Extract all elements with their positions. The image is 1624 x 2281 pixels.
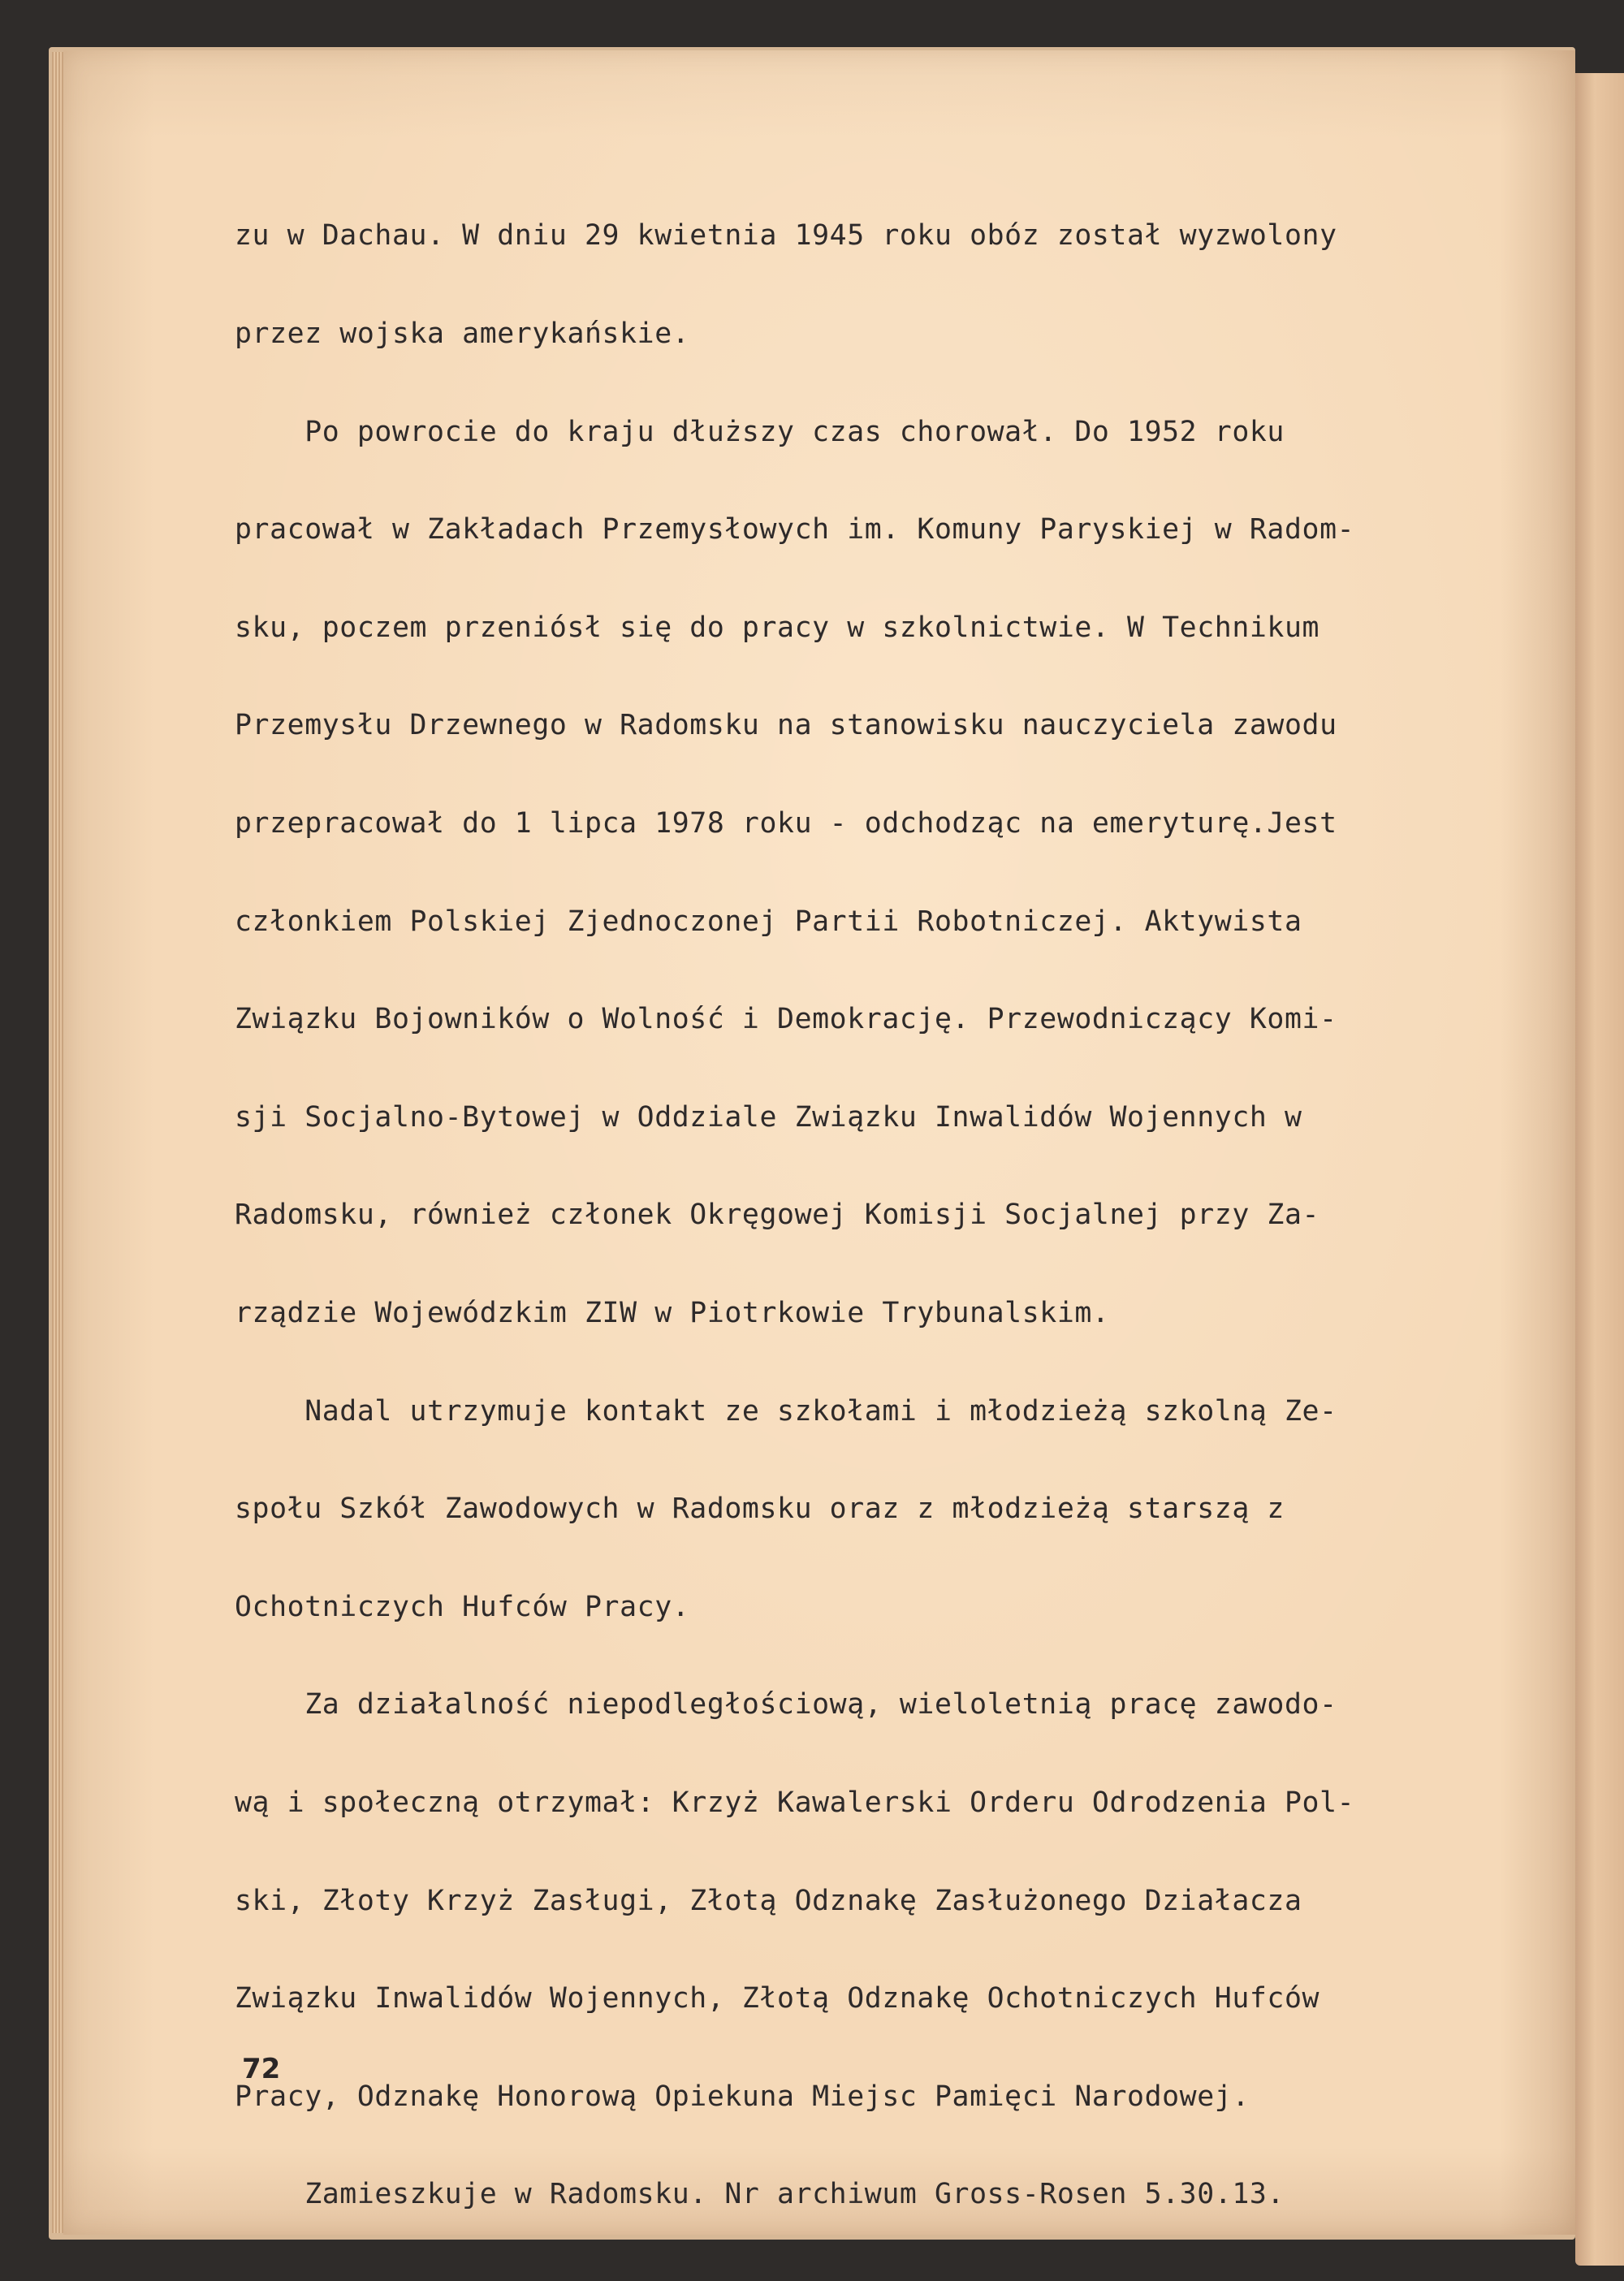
text-line: Po powrocie do kraju dłuższy czas chorował. Do 1952 roku [235, 415, 1285, 448]
text-line: społu Szkół Zawodowych w Radomsku oraz z młodzieżą starszą z [235, 1493, 1285, 1526]
text-line: Za działalność niepodległościową, wieloletnią pracę zawodo- [235, 1688, 1337, 1722]
text-line: Przemysłu Drzewnego w Radomsku na stanowisku nauczyciela zawodu [235, 709, 1337, 742]
text-line: pracował w Zakładach Przemysłowych im. Komuny Paryskiej w Radom- [235, 513, 1355, 546]
text-line: wą i społeczną otrzymał: Krzyż Kawalerski Orderu Odrodzenia Pol- [235, 1786, 1355, 1819]
text-line: rządzie Wojewódzkim ZIW w Piotrkowie Trybunalskim. [235, 1296, 1110, 1329]
text-line: Ochotniczych Hufców Pracy. [235, 1590, 690, 1623]
text-line: przepracował do 1 lipca 1978 roku - odchodząc na emeryturę.Jest [235, 806, 1337, 840]
text-line: Związku Inwalidów Wojennych, Złotą Odznakę Ochotniczych Hufców [235, 1982, 1320, 2015]
text-line: ski, Złoty Krzyż Zasługi, Złotą Odznakę Zasłużonego Działacza [235, 1884, 1302, 1917]
text-line: Zamieszkuje w Radomsku. Nr archiwum Gross-Rosen 5.30.13. [235, 2178, 1285, 2211]
text-line: Nadal utrzymuje kontakt ze szkołami i młodzieżą szkolną Ze- [235, 1394, 1337, 1428]
text-line: Pracy, Odznakę Honorową Opiekuna Miejsc Pamięci Narodowej. [235, 2080, 1250, 2113]
text-line: sku, poczem przeniósł się do pracy w szkolnictwie. W Technikum [235, 611, 1320, 644]
text-line: członkiem Polskiej Zjednoczonej Partii Robotniczej. Aktywista [235, 905, 1302, 938]
text-line: przez wojska amerykańskie. [235, 318, 690, 350]
text-line: zu w Dachau. W dniu 29 kwietnia 1945 roku obóz został wyzwolony [235, 219, 1337, 253]
body-text [235, 154, 1501, 2276]
next-page-edge [1575, 73, 1624, 2266]
text-line: Radomsku, również członek Okręgowej Komisji Socjalnej przy Za- [235, 1199, 1320, 1232]
page-number: 72 [242, 2053, 281, 2085]
text-line: sji Socjalno-Bytowej w Oddziale Związku Inwalidów Wojennych w [235, 1100, 1302, 1134]
text-line: Związku Bojowników o Wolność i Demokrację. Przewodniczący Komi- [235, 1003, 1337, 1036]
